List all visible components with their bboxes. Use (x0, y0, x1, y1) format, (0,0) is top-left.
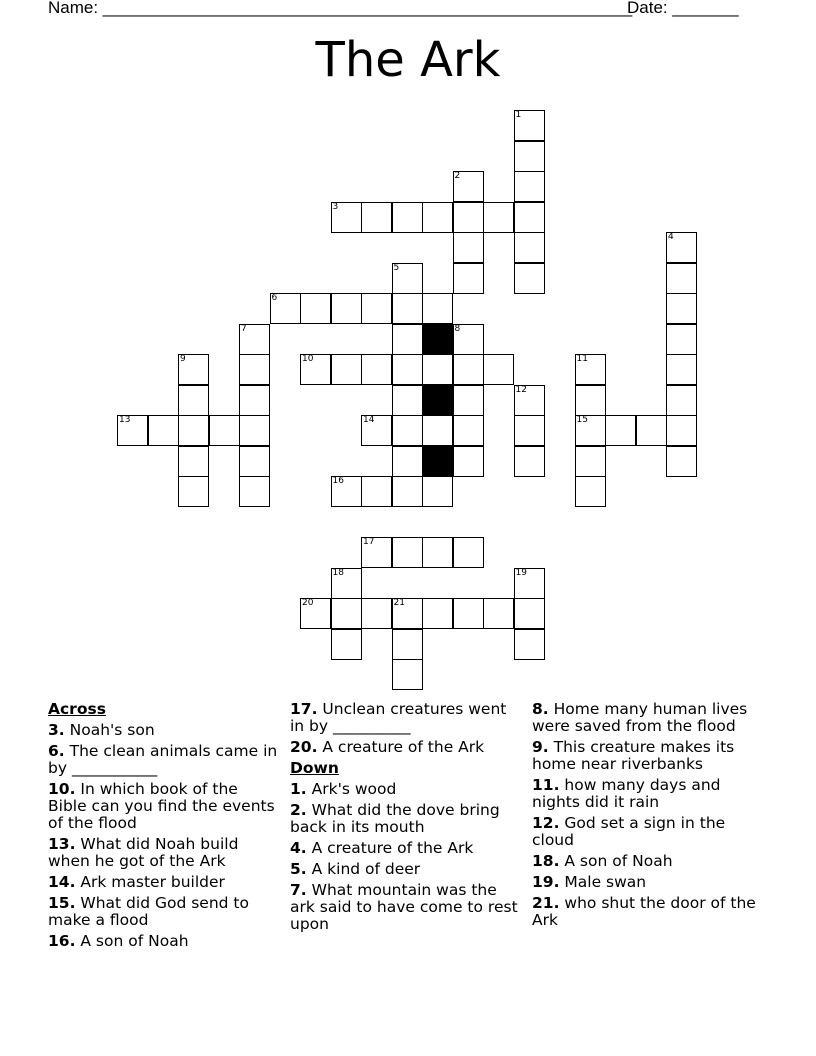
crossword-cell[interactable] (453, 202, 484, 233)
clue-down-8: 8. Home many human lives were saved from the flood (532, 700, 748, 735)
clues-column-2 (290, 701, 522, 937)
crossword-cell[interactable] (666, 293, 697, 324)
crossword-cell[interactable] (514, 598, 545, 629)
crossword-cell[interactable] (148, 415, 179, 446)
crossword-cell[interactable] (453, 415, 484, 446)
crossword-cell[interactable] (270, 293, 301, 324)
clues-column-3 (532, 701, 764, 933)
crossword-cell[interactable] (178, 385, 209, 416)
crossword-cell[interactable] (209, 415, 240, 446)
crossword-cell[interactable] (514, 385, 545, 416)
clue-number: 19 (515, 567, 527, 578)
crossword-cell[interactable] (422, 293, 453, 324)
crossword-cell[interactable] (178, 446, 209, 477)
crossword-cell[interactable] (666, 354, 697, 385)
clue-across-15: 15. What did God send to make a flood (48, 894, 249, 929)
clue-down-2: 2. What did the dove bring back in its mouth (290, 801, 500, 836)
clue-across-20: 20. A creature of the Ark (290, 738, 485, 756)
clue-number: 9 (180, 354, 186, 364)
crossword-cell[interactable] (453, 324, 484, 355)
crossword-cell[interactable] (239, 354, 270, 385)
crossword-cell[interactable] (392, 659, 423, 690)
crossword-cell[interactable] (300, 598, 331, 629)
clue-number: 13 (119, 415, 131, 425)
clue-number: 20 (302, 598, 314, 608)
clue-across-3: 3. Noah's son (48, 721, 155, 739)
clue-number: 8 (454, 323, 461, 334)
date-field-label: Date: _______ (627, 0, 739, 17)
clue-number: 15 (576, 415, 588, 425)
crossword-cell[interactable] (666, 385, 697, 416)
clue-across-6: 6. The clean animals came in by ___________ (48, 742, 278, 777)
crossword-cell[interactable] (392, 629, 423, 660)
crossword-cell[interactable] (575, 354, 606, 385)
clue-number: 3 (332, 201, 339, 212)
crossword-cell[interactable] (483, 354, 514, 385)
clue-number: 14 (363, 415, 375, 425)
crossword-cell[interactable] (392, 263, 423, 294)
across-heading: Across (48, 700, 106, 718)
crossword-cell[interactable] (514, 171, 545, 202)
crossword-cell[interactable] (300, 293, 331, 324)
crossword-cell[interactable] (392, 537, 423, 568)
crossword-cell[interactable] (666, 446, 697, 477)
clue-down-5: 5. A kind of deer (290, 860, 421, 878)
crossword-cell[interactable] (331, 476, 362, 507)
clue-number: 1 (515, 110, 522, 120)
crossword-cell[interactable] (514, 415, 545, 446)
crossword-cell[interactable] (392, 385, 423, 416)
clue-down-11: 11. how many days and nights did it rain (532, 776, 721, 811)
crossword-cell[interactable] (239, 415, 270, 446)
clue-number: 5 (393, 262, 400, 273)
crossword-cell[interactable] (361, 354, 392, 385)
crossword-cell[interactable] (331, 598, 362, 629)
clue-number: 18 (332, 567, 344, 578)
crossword-cell[interactable] (331, 202, 362, 233)
crossword-cell[interactable] (361, 202, 392, 233)
clue-number: 17 (363, 537, 375, 547)
crossword-cell[interactable] (422, 476, 453, 507)
crossword-cell[interactable] (392, 293, 423, 324)
crossword-cell[interactable] (453, 446, 484, 477)
crossword-cell[interactable] (605, 415, 636, 446)
clue-number: 10 (302, 354, 314, 364)
crossword-cell[interactable] (300, 354, 331, 385)
black-square (422, 385, 453, 416)
crossword-cell[interactable] (392, 446, 423, 477)
clue-down-4: 4. A creature of the Ark (290, 839, 474, 857)
crossword-cell[interactable] (514, 202, 545, 233)
clue-down-18: 18. A son of Noah (532, 852, 673, 870)
crossword-cell[interactable] (575, 476, 606, 507)
clue-down-12: 12. God set a sign in the cloud (532, 814, 726, 849)
crossword-cell[interactable] (392, 354, 423, 385)
crossword-cell[interactable] (361, 598, 392, 629)
crossword-cell[interactable] (514, 568, 545, 599)
clue-across-16: 16. A son of Noah (48, 932, 189, 950)
crossword-cell[interactable] (392, 324, 423, 355)
clue-number: 21 (393, 598, 405, 608)
black-square (422, 324, 453, 355)
crossword-cell[interactable] (514, 446, 545, 477)
crossword-cell[interactable] (422, 537, 453, 568)
crossword-cell[interactable] (361, 415, 392, 446)
crossword-cell[interactable] (575, 446, 606, 477)
crossword-cell[interactable] (331, 629, 362, 660)
crossword-cell[interactable] (483, 598, 514, 629)
clues-column-1 (48, 701, 280, 954)
crossword-cell[interactable] (239, 446, 270, 477)
clue-number: 7 (241, 323, 247, 334)
crossword-cell[interactable] (453, 171, 484, 202)
clue-across-13: 13. What did Noah build when he got of the Ark (48, 835, 239, 870)
crossword-cell[interactable] (178, 476, 209, 507)
crossword-cell[interactable] (361, 537, 392, 568)
crossword-cell[interactable] (392, 598, 423, 629)
name-field-label: Name: ________________________________________________________ (48, 0, 633, 17)
clue-down-19: 19. Male swan (532, 873, 647, 891)
clue-across-10: 10. In which book of the Bible can you find the events of the flood (48, 780, 275, 832)
crossword-cell[interactable] (453, 598, 484, 629)
page-title: The Ark (315, 32, 501, 88)
crossword-cell[interactable] (422, 354, 453, 385)
crossword-cell[interactable] (666, 324, 697, 355)
clue-number: 2 (454, 171, 461, 181)
crossword-cell[interactable] (453, 354, 484, 385)
crossword-cell[interactable] (575, 415, 606, 446)
crossword-cell[interactable] (422, 202, 453, 233)
crossword-cell[interactable] (575, 385, 606, 416)
crossword-cell[interactable] (422, 415, 453, 446)
crossword-cell[interactable] (392, 415, 423, 446)
crossword-cell[interactable] (483, 202, 514, 233)
crossword-cell[interactable] (361, 476, 392, 507)
crossword-cell[interactable] (392, 202, 423, 233)
crossword-cell[interactable] (514, 232, 545, 263)
crossword-cell[interactable] (514, 629, 545, 660)
crossword-cell[interactable] (331, 568, 362, 599)
crossword-cell[interactable] (239, 324, 270, 355)
crossword-cell[interactable] (514, 263, 545, 294)
crossword-cell[interactable] (636, 415, 667, 446)
clue-number: 4 (668, 232, 674, 242)
crossword-cell[interactable] (422, 598, 453, 629)
crossword-cell[interactable] (239, 476, 270, 507)
crossword-cell[interactable] (453, 385, 484, 416)
crossword-cell[interactable] (178, 354, 209, 385)
clue-down-1: 1. Ark's wood (290, 780, 397, 798)
clue-number: 12 (515, 384, 527, 395)
crossword-cell[interactable] (392, 476, 423, 507)
crossword-cell[interactable] (331, 354, 362, 385)
clue-number: 16 (332, 476, 344, 486)
crossword-cell[interactable] (514, 141, 545, 172)
crossword-cell[interactable] (666, 263, 697, 294)
clue-across-14: 14. Ark master builder (48, 873, 225, 891)
clue-across-17: 17. Unclean creatures went in by __________ (290, 700, 507, 735)
crossword-cell[interactable] (453, 232, 484, 263)
clue-down-9: 9. This creature makes its home near riverbanks (532, 738, 735, 773)
crossword-cell[interactable] (453, 537, 484, 568)
clue-number: 11 (576, 354, 588, 364)
clue-down-7: 7. What mountain was the ark said to have come to rest upon (290, 881, 518, 933)
crossword-cell[interactable] (453, 263, 484, 294)
crossword-cell[interactable] (331, 293, 362, 324)
clue-down-21: 21. who shut the door of the Ark (532, 894, 756, 929)
crossword-cell[interactable] (239, 385, 270, 416)
crossword-cell[interactable] (666, 232, 697, 263)
black-square (422, 446, 453, 477)
clue-number: 6 (271, 293, 278, 303)
crossword-cell[interactable] (361, 293, 392, 324)
crossword-cell[interactable] (666, 415, 697, 446)
crossword-cell[interactable] (117, 415, 148, 446)
down-heading: Down (290, 759, 339, 777)
crossword-cell[interactable] (178, 415, 209, 446)
crossword-cell[interactable] (514, 110, 545, 141)
